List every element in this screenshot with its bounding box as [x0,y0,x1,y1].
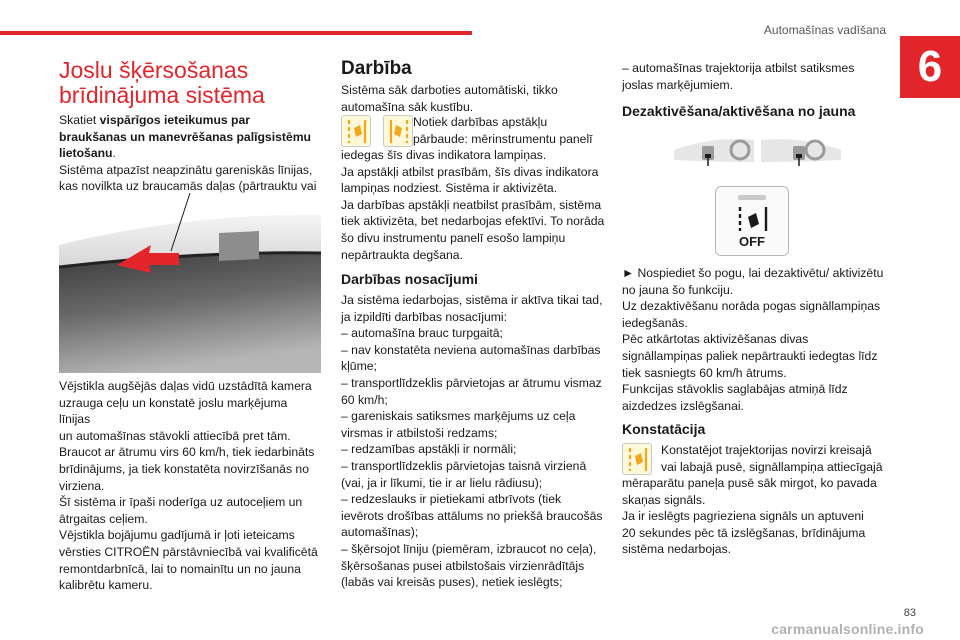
text-line: Ja apstākļi atbilst prasībām, šīs divas indikatora [341,164,599,179]
text-line: ievērots drošības attālums no priekšā braucošās [341,508,603,523]
text-line: Vējstikla augšējās daļas vidū uzstādītā kamera [59,379,312,393]
text-line: – šķērsojot līniju (piemēram, izbraucot no ceļa), [341,541,597,556]
text-line: tiek aktivizēta, bet nedarbojas efektīvi. To norāda [341,214,605,229]
dezaktivesana-text [622,265,886,414]
text-line: Vējstikla bojājumu gadījumā ir ļoti ieteicams [59,528,295,543]
text-line: – redzeslauks ir pietiekami atbrīvots (tiek [341,492,562,507]
text-line: uzrauga ceļu un konstatē joslu marķējuma līnijas [59,395,288,427]
text-line: (vai, ja ir līkumi, tie ir ar lielu rādiusu); [341,475,543,490]
nosacijumi-list [341,292,605,591]
text-line: skaņas signāls. [622,492,706,507]
text-line: Braucot ar ātrumu virs 60 km/h, tiek iedarbināts [59,445,315,460]
text-line: Sistēma sāk darboties automātiski, tikko [341,83,558,97]
chapter-number: 6 [900,36,960,98]
heading-darbiba: Darbība [341,58,412,79]
text-line: Funkcijas stāvoklis saglabājas atmiņā līdz [622,382,848,397]
text-line: virsmas ir atbilstoši redzams; [341,425,498,440]
text-line: pārbaude: mērinstrumentu panelī [413,131,593,146]
trajectory-condition [622,60,886,93]
text-line: nepārtraukta degšana. [341,247,463,262]
windscreen-camera-photo [59,193,321,373]
text-line: 60 km/h; [341,392,388,407]
text-line: brīdinājums, ja tiek konstatēta novirzīšanās no [59,461,309,476]
text-line: un automašīnas stāvokli attiecībā pret tām. [59,428,291,443]
page-number: 83 [903,607,916,619]
intro-bold: vispārīgos ieteikumus par braukšanas un manevrēšanas palīgsistēmu lietošanu [59,113,311,161]
text-line: Ja darbības apstākļi neatbilst prasībām, sistēma [341,197,602,212]
text-line: joslas marķējumiem. [622,77,734,92]
text-line: aizdedzes izslēgšanai. [622,398,744,413]
text-line: Ja sistēma iedarbojas, sistēma ir aktīva tikai tad, [341,293,603,307]
button-led-indicator [738,195,766,200]
watermark: carmanualsonline.info [771,621,924,637]
text-line: Notiek darbības apstākļu [413,115,548,129]
text-line: – nav konstatēta neviena automašīnas darbības [341,342,601,357]
lane-warning-left-icon [341,115,371,147]
text-line: Konstatējot trajektorijas novirzi kreisajā [661,443,872,457]
dashboard-right-icon [759,134,843,173]
text-line: (labās vai kreisās puses), netiek ieslēgts; [341,575,563,590]
page-title: Joslu šķērsošanas brīdinājuma sistēma [59,57,265,108]
text-line: virziena. [59,478,105,493]
intro-pre: Skatiet [59,113,100,127]
text-line: automašīna sāk kustību. [341,99,474,114]
icon-caption [413,114,605,147]
text-line: Šī sistēma ir īpaši noderīga uz autoceļiem un [59,495,303,510]
intro-post: . [112,146,116,161]
text-line: iedegas šīs divas indikatora lampiņas. [341,148,547,162]
text-line: – transportlīdzeklis pārvietojas ar ātrumu vismaz [341,375,602,390]
dashboard-left-icon [672,134,756,173]
text-line: ► Nospiediet šo pogu, lai dezaktivētu/ aktivizētu [622,266,884,280]
text-line: signāllampiņas paliek nepārtraukti iedegtas līdz [622,348,878,363]
lane-departure-warning-icon [622,443,652,475]
text-line: Uz dezaktivēšanu norāda pogas signāllampiņas [622,299,881,314]
text-line: kalibrētu kameru. [59,578,153,593]
text-line: Pēc atkārtotas aktivizēšanas divas [622,332,809,347]
text-line: lampiņas nodziest. Sistēma ir aktivizēta. [341,181,558,196]
text-line: vai labajā pusē, signāllampiņa attiecīgajā [661,459,883,474]
text-line: 20 sekundes pēc tā izslēgšanas, brīdinājuma [622,525,866,540]
off-label: OFF [739,234,765,249]
text-line: šķērsošanas pusei atbilstošais virzienrādītājs [341,558,585,573]
darbiba-intro [341,82,605,115]
heading-dezaktivesana: Dezaktivēšana/aktivēšana no jauna [622,103,856,119]
intro-description: Sistēma atpazīst neapzinātu gareniskās līnijas, kas novilkta uz braucamās daļas (pārtrauktu vai [59,162,317,194]
text-line: iedegšanās. [622,315,688,330]
text-line: no jauna šo funkciju. [622,282,734,297]
text-line: automašīnas); [341,525,419,540]
text-line: sistēma nedarbojas. [622,542,732,557]
heading-nosacijumi: Darbības nosacījumi [341,271,478,287]
text-line: – gareniskais satiksmes marķējums uz ceļa [341,409,576,424]
text-line: Ja ir ieslēgts pagrieziena signāls un aptuveni [622,509,864,524]
heading-konstatacija: Konstatācija [622,421,706,437]
text-line: kļūme; [341,359,377,374]
text-line: šo divu instrumentu panelī esošo lampiņu [341,230,566,245]
konstatacija-icon-caption [661,442,887,475]
text-line: ātrgaitas ceļiem. [59,511,148,526]
lane-warning-off-button[interactable] [715,186,789,256]
header-accent-bar [0,31,472,35]
text-line: remontdarbnīcā, lai to nomainītu un no jauna [59,561,301,576]
darbiba-details [341,147,605,263]
konstatacija-text [622,475,886,558]
text-line: tiek sasniegts 60 km/h ātrums. [622,365,787,380]
lane-warning-right-icon [383,115,413,147]
text-line: – automašīna brauc turpgaitā; [341,326,503,341]
text-line: – automašīnas trajektorija atbilst satiksmes [622,61,855,75]
text-line: mēraparātu paneļa pusē sāk mirgot, ko pavada [622,476,877,490]
text-line: – transportlīdzeklis pārvietojas taisnā virzienā [341,458,587,473]
lane-warning-icon [736,205,770,233]
section-title: Automašīnas vadīšana [763,23,886,37]
text-line: – redzamības apstākļi ir normāli; [341,442,517,457]
text-line: ja izpildīti darbības nosacījumi: [341,309,507,324]
text-line: vērsties CITROËN pārstāvniecībā vai kvalificētā [59,544,318,559]
camera-description [59,378,321,594]
